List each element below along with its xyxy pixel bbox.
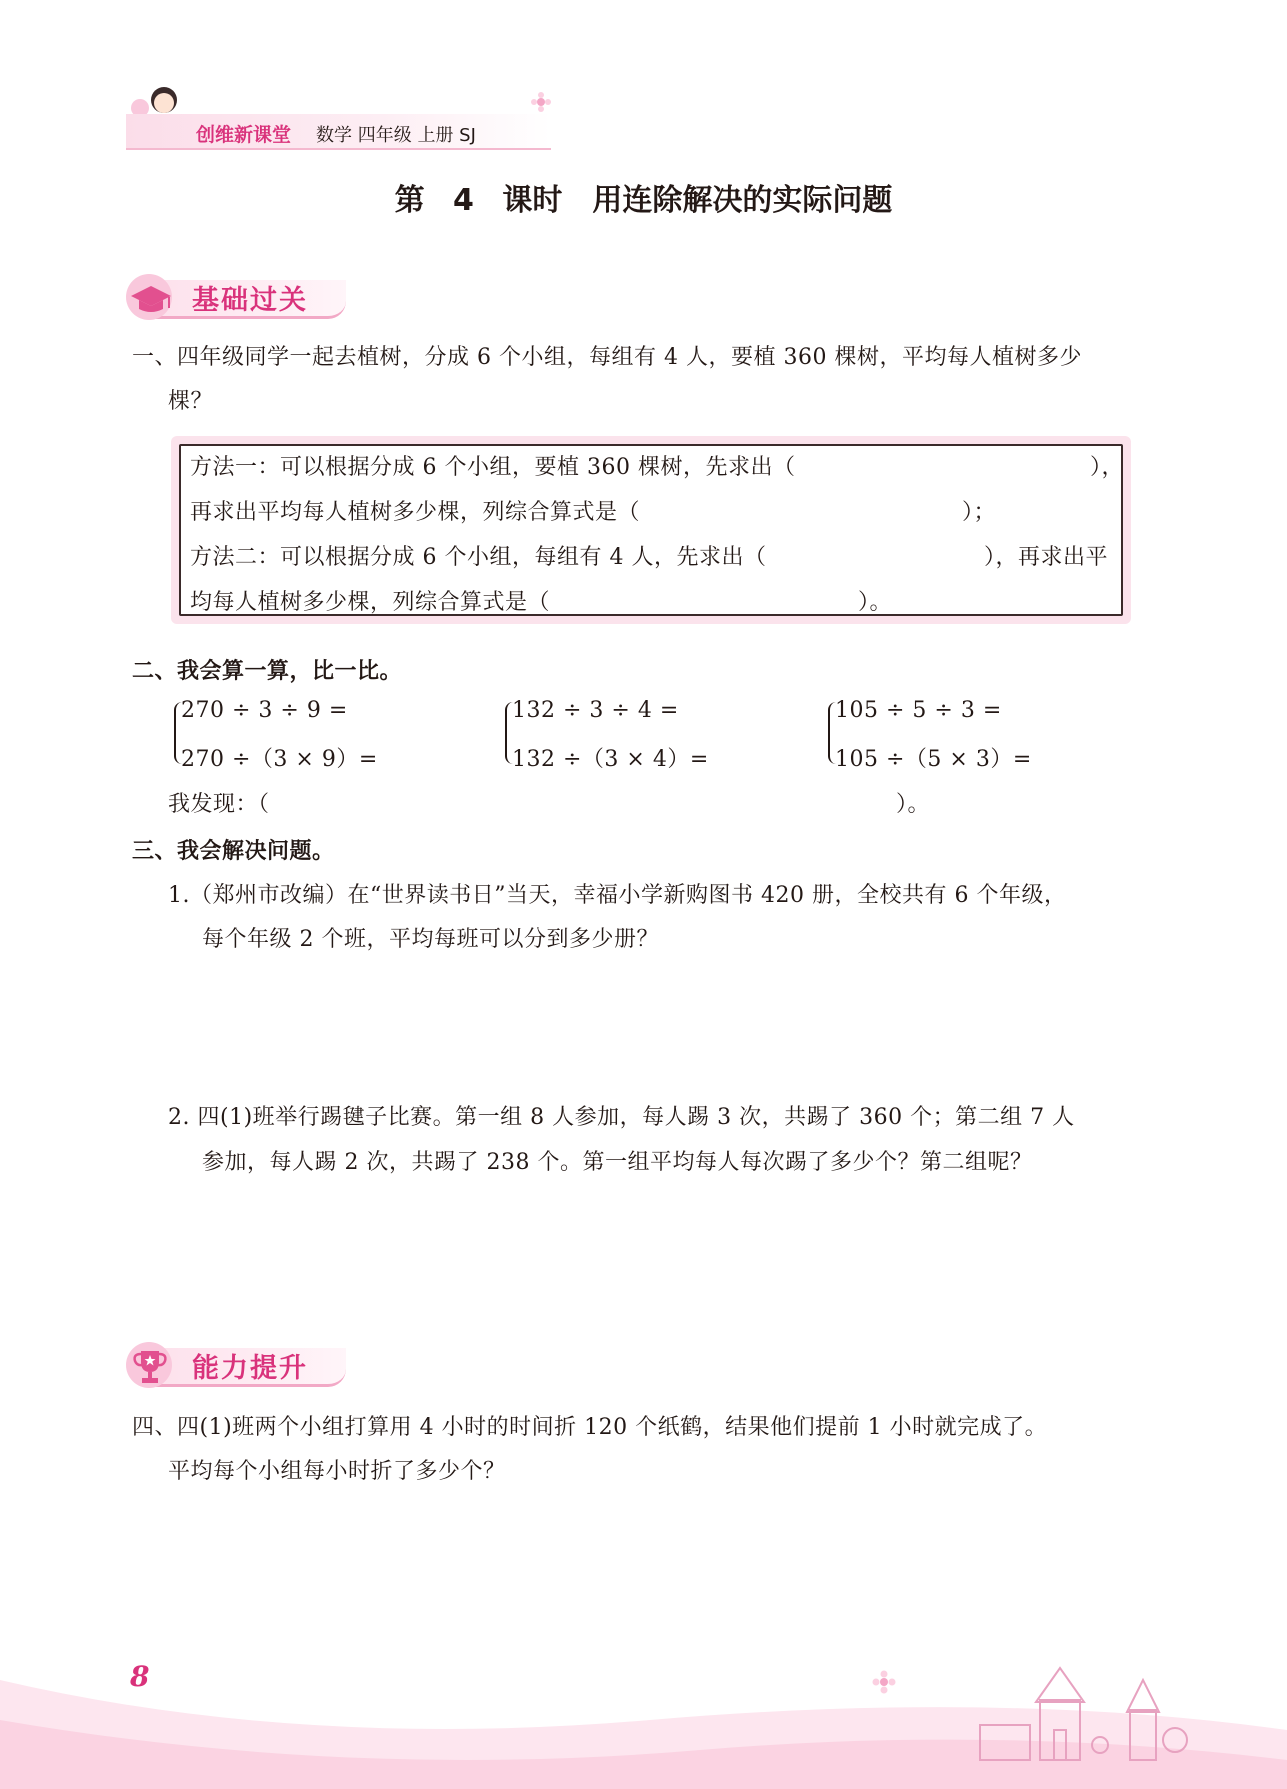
q3-p1-line1: 1.（郑州市改编）在“世界读书日”当天，幸福小学新购图书 420 册，全校共有 6 个年级， [168,883,1067,908]
method-line1a: 方法一：可以根据分成 6 个小组，要植 360 棵树，先求出（ [190,455,796,480]
method-line3b: ），再求出平 [984,545,1109,570]
header-brand: 创维新课堂 [196,124,292,146]
q3-p2-line1: 2. 四(1)班举行踢毽子比赛。第一组 8 人参加，每人踢 3 次，共踢了 360 个；第二组 7 人 [168,1105,1075,1130]
calc-2b: 132 ÷（3 × 4）= [512,747,709,772]
method-line1b: ）， [1090,455,1125,480]
method-line3a: 方法二：可以根据分成 6 个小组，每组有 4 人，先求出（ [190,545,767,570]
castle-icon [970,1650,1190,1770]
method-line4a: 均每人植树多少棵，列综合算式是（ [190,590,551,615]
section-banner-advanced [126,1340,356,1390]
page-number: 8 [130,1660,150,1693]
banner-label: 基础过关 [192,285,308,316]
method-line2b: ）； [962,500,997,525]
q3-p1-line2: 每个年级 2 个班，平均每班可以分到多少册？ [202,927,659,952]
flower-icon [531,92,551,112]
lesson-title: 第 4 课时 用连除解决的实际问题 [394,183,893,218]
q4-line2: 平均每个小组每小时折了多少个？ [168,1459,506,1484]
method-line4b: ）。 [858,590,893,615]
banner-label: 能力提升 [192,1353,308,1384]
page-header [126,78,556,150]
graduation-cap-icon [129,282,173,316]
discover-a: 我发现：（ [168,792,270,817]
trophy-icon [132,1348,168,1386]
method-line2a: 再求出平均每人植树多少棵，列综合算式是（ [190,500,641,525]
q1-line1: 一、四年级同学一起去植树，分成 6 个小组，每组有 4 人，要植 360 棵树，平均每人植树多少 [132,345,1082,370]
flower-icon [872,1670,896,1694]
q1-line2: 棵？ [168,389,214,414]
calc-3b: 105 ÷（5 × 3）= [835,747,1032,772]
q2-title: 二、我会算一算，比一比。 [132,659,403,684]
section-banner-basic [126,272,356,322]
calc-3a: 105 ÷ 5 ÷ 3 = [835,698,1002,723]
q3-p2-line2: 参加，每人踢 2 次，共踢了 238 个。第一组平均每人每次踢了多少个？第二组呢？ [202,1150,1033,1175]
calc-1a: 270 ÷ 3 ÷ 9 = [181,698,348,723]
header-subject: 数学 四年级 上册 SJ [316,125,476,146]
q3-title: 三、我会解决问题。 [132,839,335,864]
calc-1b: 270 ÷（3 × 9）= [181,747,378,772]
calc-2a: 132 ÷ 3 ÷ 4 = [512,698,679,723]
q4-line1: 四、四(1)班两个小组打算用 4 小时的时间折 120 个纸鹤，结果他们提前 1 小时就完成了。 [132,1415,1048,1440]
discover-b: ）。 [896,792,931,817]
